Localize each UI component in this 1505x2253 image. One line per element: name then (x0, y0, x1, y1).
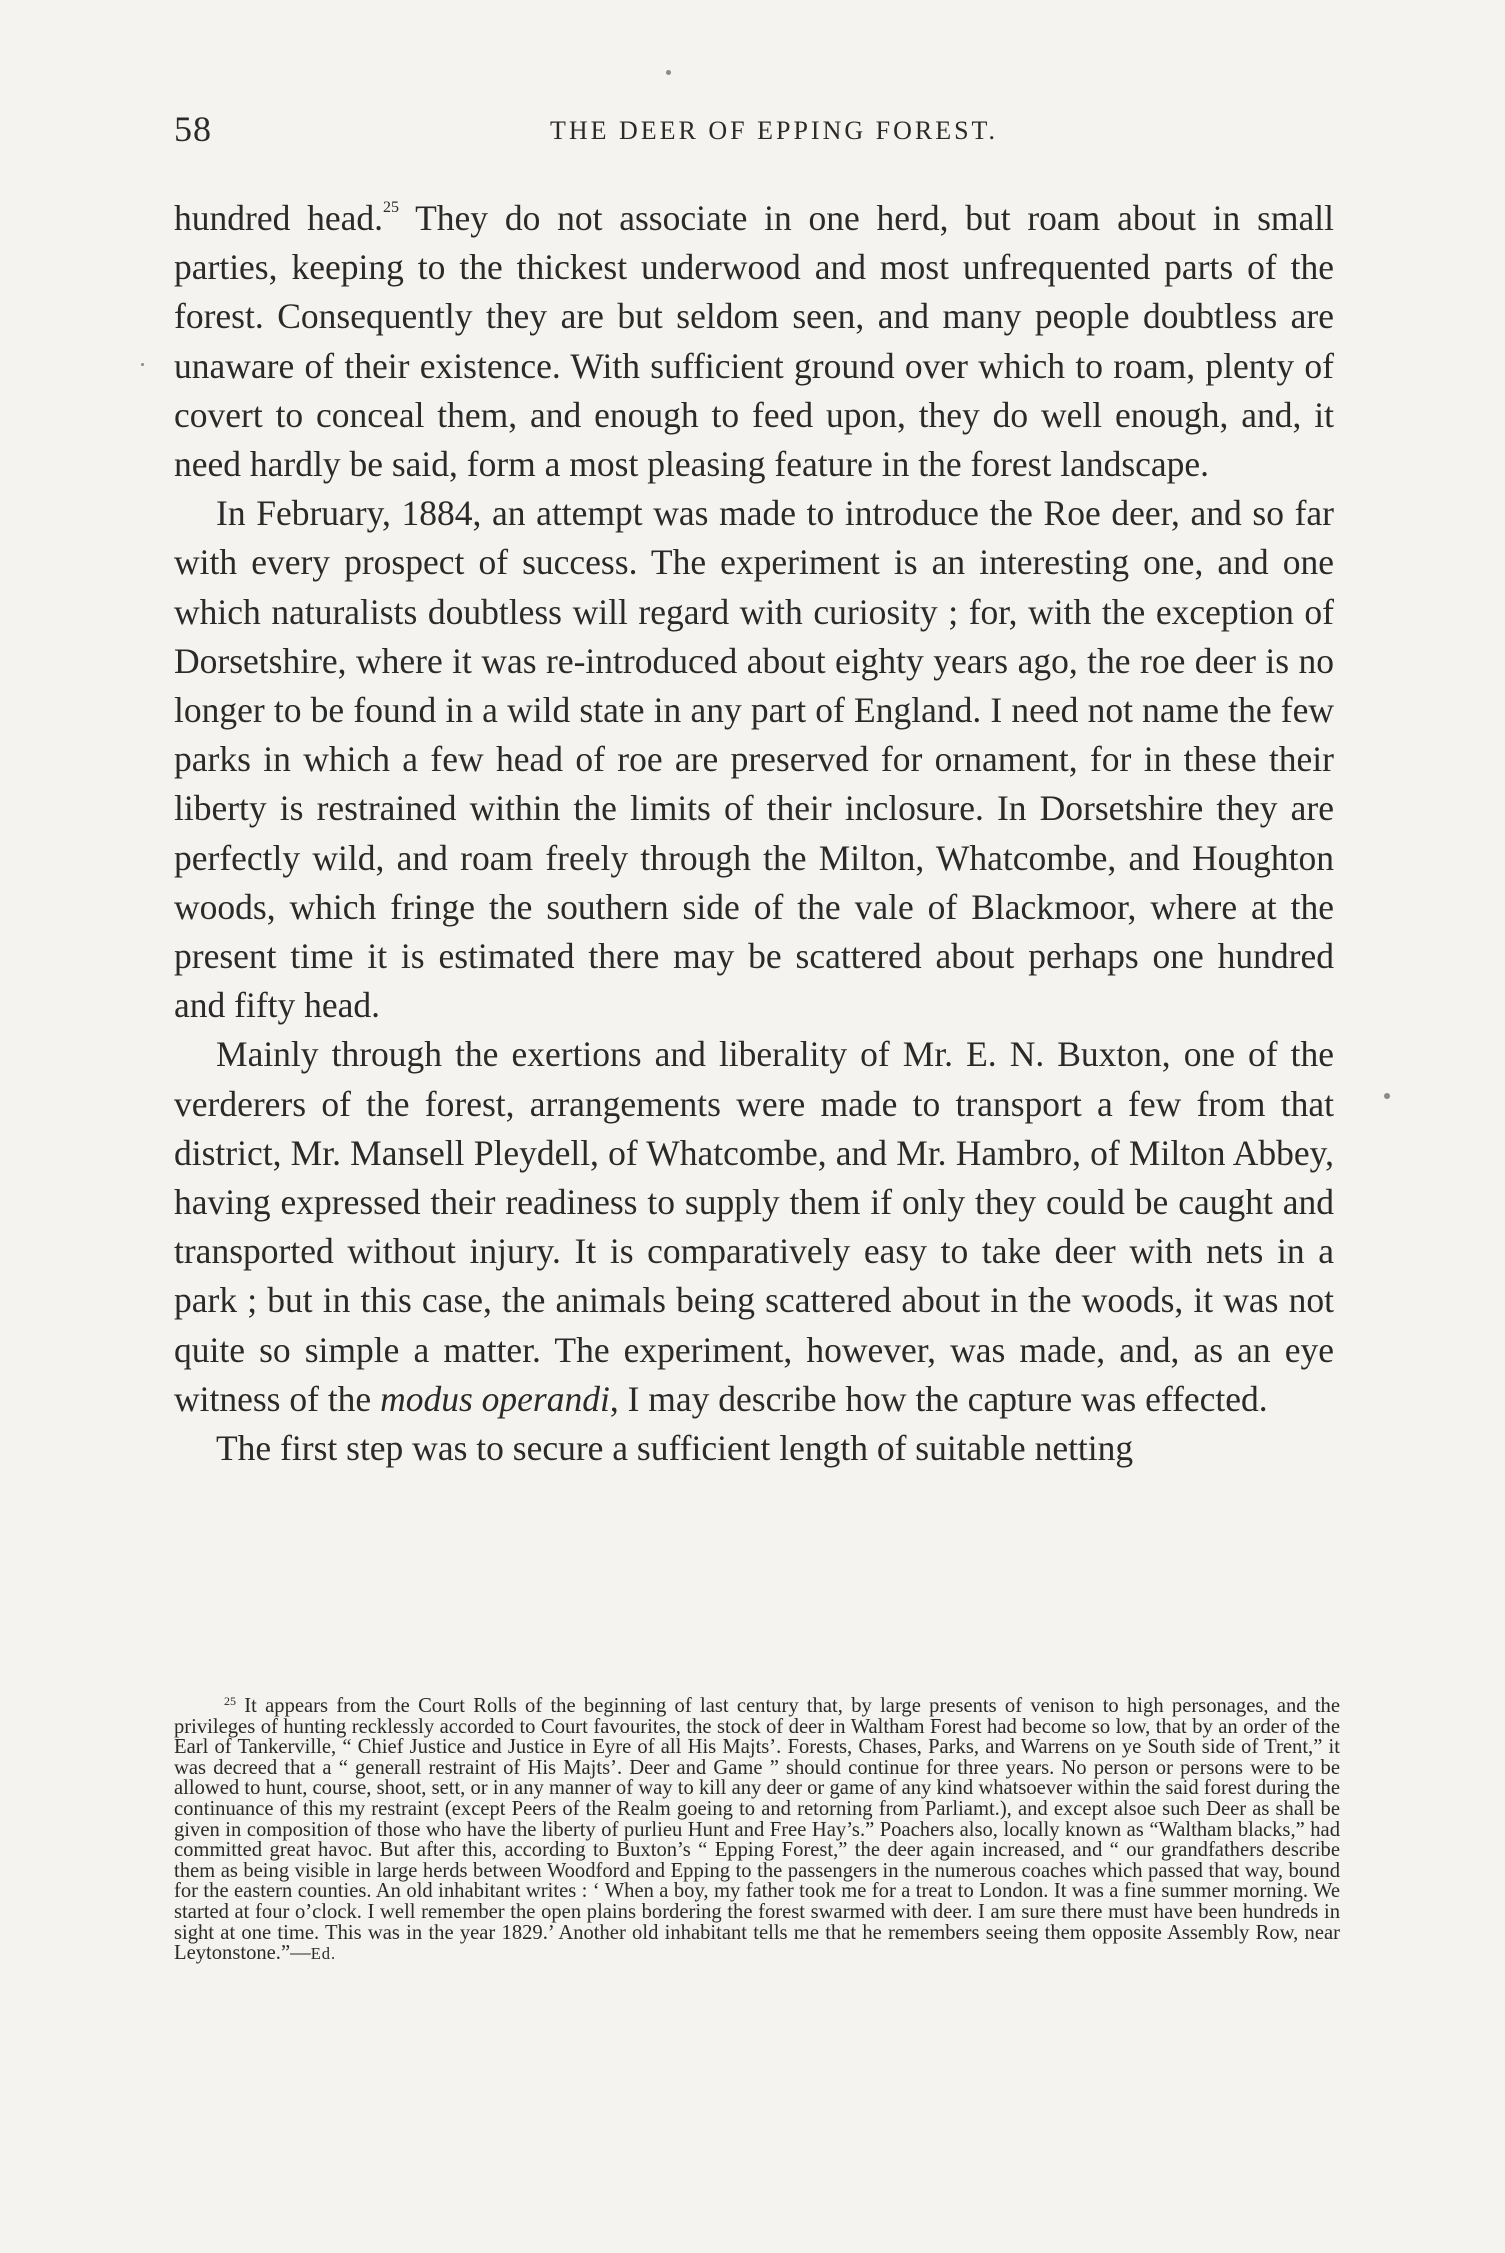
paragraph-text: They do not associate in one herd, but roam about in small parties, keeping to the thickest underwood and most unfrequented parts of the forest. Consequently they are but seldom seen, and many people doubtless are unaware of their existence. With sufficient ground over which to roam, plenty of covert to conceal them, and enough to feed upon, they do well enough, and, it need hardly be said, form a most pleasing feature in the forest landscape. (174, 198, 1334, 485)
footnote (174, 1696, 1340, 1965)
italic-phrase: modus operandi (380, 1378, 610, 1419)
page-heading: THE DEER OF EPPING FOREST. (549, 116, 999, 145)
editor-mark: Ed. (310, 1944, 337, 1964)
paragraph (174, 1030, 1334, 1424)
paragraph-text: , I may describe how the capture was effected. (609, 1378, 1268, 1419)
paragraph-text: Mainly through the exertions and liberality of Mr. E. N. Buxton, one of the verderers of the forest, arrangements were made to transport a few from that district, Mr. Mansell Pleydell, of Whatcombe, and Mr. Hambro, of Milton Abbey, having expressed their readiness to supply them if only they could be caught and transported without injury. It is comparatively easy to take deer with nets in a park ; but in this case, the animals being scattered about in the woods, it was not quite so simple a matter. The experiment, however, was made, and, as an eye witness of the (174, 1034, 1334, 1419)
page-number: 58 (174, 109, 212, 149)
footnote-reference: 25 (382, 199, 399, 216)
paragraph (174, 194, 1334, 489)
footnote-number: 25 (224, 1694, 236, 1708)
running-head (174, 108, 1334, 158)
paragraph: In February, 1884, an attempt was made to introduce the Roe deer, and so far with every prospect of success. The experiment is an interesting one, and one which naturalists doubtless will regard with curiosity ; for, with the exception of Dorsetshire, where it was re-introduced about eighty years ago, the roe deer is no longer to be found in a wild state in any part of England. I need not name the few parks in which a few head of roe are preserved for ornament, for in these their liberty is restrained within the limits of their inclosure. In Dorsetshire they are perfectly wild, and roam freely through the Milton, Whatcombe, and Houghton woods, which fringe the southern side of the vale of Blackmoor, where at the present time it is estimated there may be scattered about perhaps one hundred and fifty head. (174, 493, 1334, 1026)
body-text (174, 194, 1334, 1473)
paragraph-text: hundred head. (174, 198, 383, 238)
paper-speck (141, 363, 144, 366)
footnote-paragraph (174, 1696, 1340, 1965)
paper-speck (1384, 1093, 1390, 1099)
footnote-text: It appears from the Court Rolls of the beginning of last century that, by large presents of venison to high personages, and the privileges of hunting recklessly accorded to Court favourites, the stock of deer in Waltham Forest had become so low, that by an order of the Earl of Tankerville, “ Chief Justice and Justice in Eyre of all His Majts’. Forests, Chases, Parks, and Warrens on ye South side of Trent,” it was decreed that a “ generall restraint of His Majts’. Deer and Game ” should continue for three years. No person or persons were to be allowed to hunt, course, shoot, sett, or in any manner of way to kill any deer or game of any kind whatsoever within the said forest during the continuance of this my restraint (except Peers of the Realm goeing to and retorning from Parliamt.), and except alsoe such Deer as shall be given in composition of those who have the liberty of purlieu Hunt and Free Hay’s.” Poachers also, locally known as “Waltham blacks,” had committed great havoc. But after this, according to Buxton’s “ Epping Forest,” the deer again increased, and “ our grandfathers describe them as being visible in large herds between Woodford and Epping to the passengers in the numerous coaches which passed that way, bound for the eastern counties. An old inhabitant writes : ‘ When a boy, my father took me for a treat to London. It was a fine summer morning. We started at four o’clock. I well remember the open plains bordering the forest swarmed with deer. I am sure there must have been hundreds in sight at one time. This was in the year 1829.’ Another old inhabitant tells me that he remembers seeing them opposite Assembly Row, near Leytonstone.”— (174, 1695, 1340, 1965)
paper-speck (666, 70, 671, 75)
paragraph: The first step was to secure a sufficient length of suitable netting (216, 1428, 1134, 1469)
